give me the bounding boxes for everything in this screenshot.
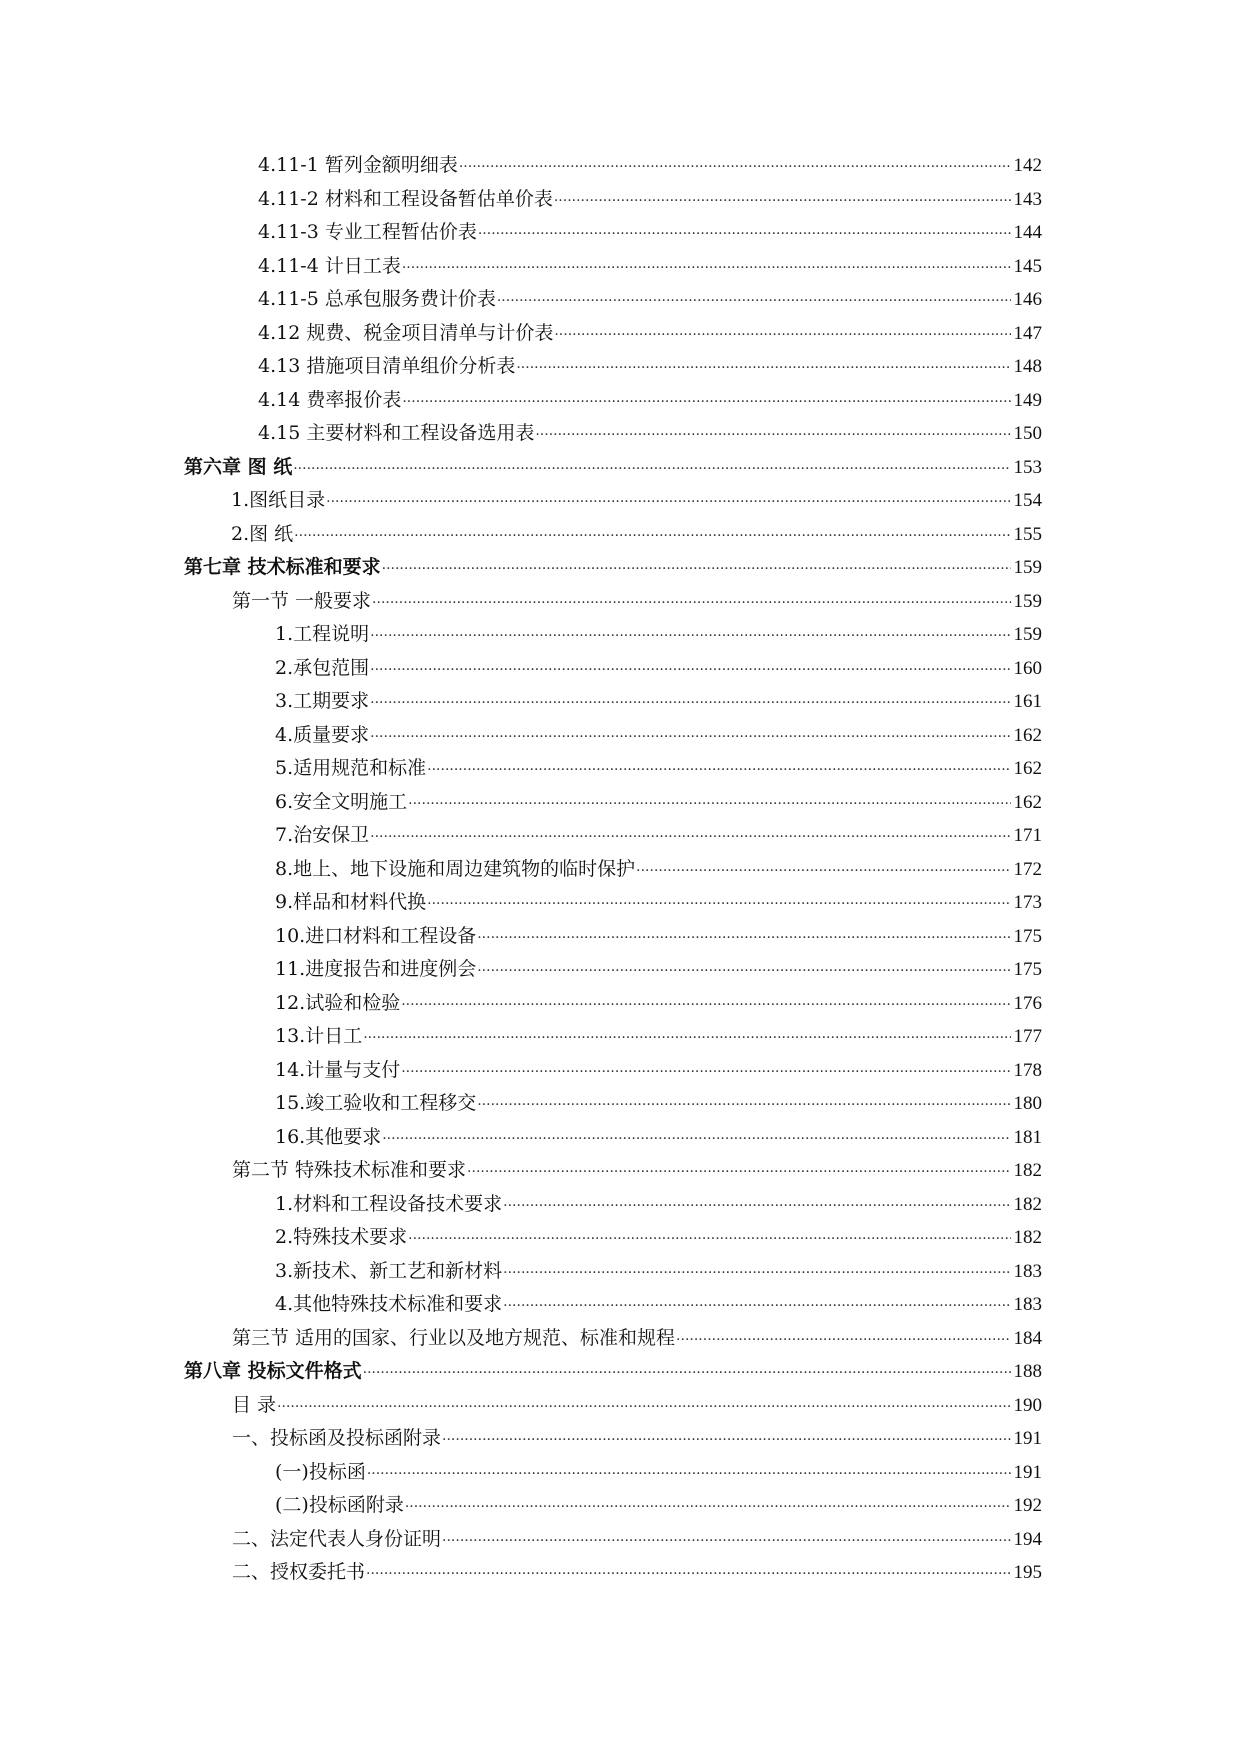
toc-entry-title: 第二节 特殊技术标准和要求 [232, 1159, 467, 1181]
toc-entry[interactable] [258, 219, 1042, 245]
dot-leader [402, 255, 1011, 281]
toc-page-number: 181 [1013, 1127, 1042, 1148]
dot-leader [372, 590, 1011, 616]
dot-leader [370, 724, 1011, 750]
toc-entry-title: 1.材料和工程设备技术要求 [275, 1193, 503, 1215]
toc-entry[interactable] [275, 789, 1042, 815]
toc-page-number: 144 [1013, 222, 1042, 243]
dot-leader [401, 992, 1011, 1018]
toc-entry-title: 11.进度报告和进度例会 [275, 958, 477, 980]
dot-leader [370, 657, 1011, 683]
dot-leader [477, 925, 1011, 951]
toc-entry-title: 16.其他要求 [275, 1126, 382, 1148]
dot-leader [503, 1193, 1011, 1219]
toc-page-number: 177 [1013, 1026, 1042, 1047]
toc-entry-title: 目 录 [232, 1394, 277, 1416]
toc-entry[interactable] [232, 588, 1042, 614]
toc-entry-title: 4.13 措施项目清单组价分析表 [258, 355, 516, 377]
toc-entry-title: 4.11-4 计日工表 [258, 255, 401, 277]
toc-entry-title: 3.工期要求 [275, 690, 370, 712]
toc-entry[interactable] [232, 1157, 1042, 1183]
toc-entry[interactable] [275, 990, 1042, 1016]
toc-page-number: 148 [1013, 356, 1042, 377]
dot-leader [277, 1394, 1011, 1420]
dot-leader [408, 1226, 1011, 1252]
toc-entry[interactable] [275, 856, 1042, 882]
dot-leader [401, 1059, 1011, 1085]
toc-page-number: 160 [1013, 658, 1042, 679]
toc-entry-title: 13.计日工 [275, 1025, 363, 1047]
toc-entry-title: 4.11-5 总承包服务费计价表 [258, 288, 496, 310]
toc-entry[interactable] [275, 923, 1042, 949]
toc-page-number: 154 [1013, 490, 1042, 511]
dot-leader [294, 523, 1011, 549]
toc-entry-title: 第七章 技术标准和要求 [184, 556, 381, 578]
toc-page-number: 159 [1013, 591, 1042, 612]
toc-entry-title: 8.地上、地下设施和周边建筑物的临时保护 [275, 858, 636, 880]
toc-entry-title: 1.图纸目录 [231, 489, 326, 511]
toc-entry-title: 4.其他特殊技术标准和要求 [275, 1293, 503, 1315]
toc-entry[interactable] [258, 353, 1042, 379]
toc-entry-title: 4.11-2 材料和工程设备暂估单价表 [258, 188, 553, 210]
toc-page-number: 178 [1013, 1060, 1042, 1081]
toc-page-number: 176 [1013, 993, 1042, 1014]
toc-entry-title: (二)投标函附录 [275, 1494, 404, 1516]
toc-page-number: 173 [1013, 892, 1042, 913]
toc-entry[interactable] [275, 755, 1042, 781]
toc-entry-title: 一、投标函及投标函附录 [232, 1427, 442, 1449]
dot-leader [459, 154, 1011, 180]
dot-leader [477, 1092, 1011, 1118]
dot-leader [442, 1427, 1011, 1453]
toc-page-number: 183 [1013, 1261, 1042, 1282]
dot-leader [477, 958, 1011, 984]
toc-entry-title: 15.竣工验收和工程移交 [275, 1092, 477, 1114]
dot-leader [636, 858, 1011, 884]
toc-entry[interactable] [232, 1325, 1042, 1351]
dot-leader [366, 1561, 1011, 1587]
dot-leader [535, 422, 1011, 448]
toc-page-number: 147 [1013, 323, 1042, 344]
toc-page-number: 155 [1013, 524, 1042, 545]
toc-entry-title: 2.承包范围 [275, 657, 370, 679]
toc-page-number: 183 [1013, 1294, 1042, 1315]
toc-page-number: 150 [1013, 423, 1042, 444]
toc-entry-title: 二、法定代表人身份证明 [232, 1528, 442, 1550]
toc-entry-title: 14.计量与支付 [275, 1059, 401, 1081]
dot-leader [363, 1025, 1011, 1051]
toc-chapter-entry[interactable] [184, 554, 1042, 580]
toc-page-number: 188 [1013, 1361, 1042, 1382]
toc-entry[interactable] [232, 1526, 1042, 1552]
toc-page-number: 172 [1013, 859, 1042, 880]
dot-leader [326, 489, 1011, 515]
toc-page-number: 182 [1013, 1160, 1042, 1181]
toc-entry[interactable] [275, 655, 1042, 681]
toc-page-number: 194 [1013, 1529, 1042, 1550]
toc-entry[interactable] [258, 253, 1042, 279]
toc-entry[interactable] [258, 320, 1042, 346]
toc-page-number: 182 [1013, 1227, 1042, 1248]
toc-page-number: 149 [1013, 390, 1042, 411]
toc-page-number: 191 [1013, 1462, 1042, 1483]
toc-chapter-entry[interactable] [184, 454, 1042, 480]
toc-entry-title: 1.工程说明 [275, 623, 370, 645]
toc-entry[interactable] [275, 822, 1042, 848]
dot-leader [467, 1159, 1011, 1185]
toc-entry[interactable] [275, 956, 1042, 982]
toc-entry-title: 7.治安保卫 [275, 824, 370, 846]
dot-leader [370, 824, 1011, 850]
dot-leader [676, 1327, 1011, 1353]
toc-page-number: 180 [1013, 1093, 1042, 1114]
toc-page-number: 142 [1013, 155, 1042, 176]
dot-leader [367, 1461, 1011, 1487]
toc-entry[interactable] [232, 1392, 1042, 1418]
dot-leader [382, 1126, 1011, 1152]
toc-entry[interactable] [275, 1492, 1042, 1518]
dot-leader [427, 891, 1011, 917]
dot-leader [503, 1293, 1011, 1319]
toc-entry-title: 第三节 适用的国家、行业以及地方规范、标准和规程 [232, 1327, 676, 1349]
dot-leader [427, 757, 1011, 783]
dot-leader [554, 188, 1011, 214]
toc-entry[interactable] [275, 722, 1042, 748]
toc-entry-title: 2.图 纸 [231, 523, 294, 545]
toc-page-number: 184 [1013, 1328, 1042, 1349]
toc-entry[interactable] [275, 1224, 1042, 1250]
toc-page-number: 161 [1013, 691, 1042, 712]
dot-leader [478, 221, 1011, 247]
toc-entry-title: 5.适用规范和标准 [275, 757, 427, 779]
toc-entry[interactable] [258, 286, 1042, 312]
toc-entry[interactable] [275, 1023, 1042, 1049]
dot-leader [370, 690, 1011, 716]
toc-page-number: 162 [1013, 725, 1042, 746]
toc-entry-title: 4.12 规费、税金项目清单与计价表 [258, 322, 554, 344]
toc-entry[interactable] [275, 889, 1042, 915]
toc-entry[interactable] [275, 1291, 1042, 1317]
toc-page-number: 182 [1013, 1194, 1042, 1215]
toc-page-number: 159 [1013, 557, 1042, 578]
toc-chapter-entry[interactable] [184, 1358, 1042, 1384]
toc-page-number: 162 [1013, 792, 1042, 813]
dot-leader [370, 623, 1011, 649]
toc-entry[interactable] [258, 387, 1042, 413]
toc-page-number: 191 [1013, 1428, 1042, 1449]
toc-entry-title: 10.进口材料和工程设备 [275, 925, 477, 947]
toc-entry[interactable] [275, 1258, 1042, 1284]
dot-leader [408, 791, 1011, 817]
dot-leader [363, 1360, 1011, 1386]
toc-page-number: 190 [1013, 1395, 1042, 1416]
toc-page-number: 175 [1013, 959, 1042, 980]
toc-entry[interactable] [275, 621, 1042, 647]
toc-page-number: 162 [1013, 758, 1042, 779]
toc-entry[interactable] [258, 186, 1042, 212]
toc-entry-title: 4.14 费率报价表 [258, 389, 402, 411]
toc-page-number: 143 [1013, 189, 1042, 210]
toc-page-number: 175 [1013, 926, 1042, 947]
toc-entry-title: 9.样品和材料代换 [275, 891, 427, 913]
toc-entry[interactable] [275, 1191, 1042, 1217]
dot-leader [503, 1260, 1011, 1286]
toc-entry-title: 4.11-1 暂列金额明细表 [258, 154, 458, 176]
toc-page-number: 195 [1013, 1562, 1042, 1583]
toc-page-number: 146 [1013, 289, 1042, 310]
toc-page-number: 153 [1013, 457, 1042, 478]
toc-page-number: 159 [1013, 624, 1042, 645]
toc-entry-title: 4.质量要求 [275, 724, 370, 746]
toc-entry-title: 二、授权委托书 [232, 1561, 366, 1583]
toc-entry[interactable] [231, 521, 1042, 547]
toc-entry[interactable] [275, 1057, 1042, 1083]
toc-page-number: 192 [1013, 1495, 1042, 1516]
toc-entry-title: 2.特殊技术要求 [275, 1226, 408, 1248]
toc-entry-title: 第八章 投标文件格式 [184, 1360, 362, 1382]
toc-entry[interactable] [275, 1459, 1042, 1485]
toc-entry-title: 6.安全文明施工 [275, 791, 408, 813]
toc-entry[interactable] [258, 152, 1042, 178]
toc-entry[interactable] [231, 487, 1042, 513]
dot-leader [382, 556, 1011, 582]
dot-leader [497, 288, 1011, 314]
toc-entry-title: 第一节 一般要求 [232, 590, 372, 612]
dot-leader [402, 389, 1011, 415]
toc-entry-title: 4.15 主要材料和工程设备选用表 [258, 422, 535, 444]
toc-entry[interactable] [275, 1090, 1042, 1116]
toc-entry[interactable] [232, 1425, 1042, 1451]
toc-entry[interactable] [232, 1559, 1042, 1585]
toc-entry-title: 第六章 图 纸 [184, 456, 293, 478]
toc-entry[interactable] [275, 688, 1042, 714]
dot-leader [442, 1528, 1011, 1554]
toc-entry-title: 12.试验和检验 [275, 992, 401, 1014]
toc-page-number: 171 [1013, 825, 1042, 846]
dot-leader [516, 355, 1011, 381]
toc-page-number: 145 [1013, 256, 1042, 277]
toc-entry[interactable] [258, 420, 1042, 446]
toc-entry[interactable] [275, 1124, 1042, 1150]
toc-entry-title: (一)投标函 [275, 1461, 366, 1483]
toc-entry-title: 3.新技术、新工艺和新材料 [275, 1260, 503, 1282]
toc-entry-title: 4.11-3 专业工程暂估价表 [258, 221, 477, 243]
dot-leader [554, 322, 1011, 348]
dot-leader [293, 456, 1011, 482]
dot-leader [405, 1494, 1011, 1520]
